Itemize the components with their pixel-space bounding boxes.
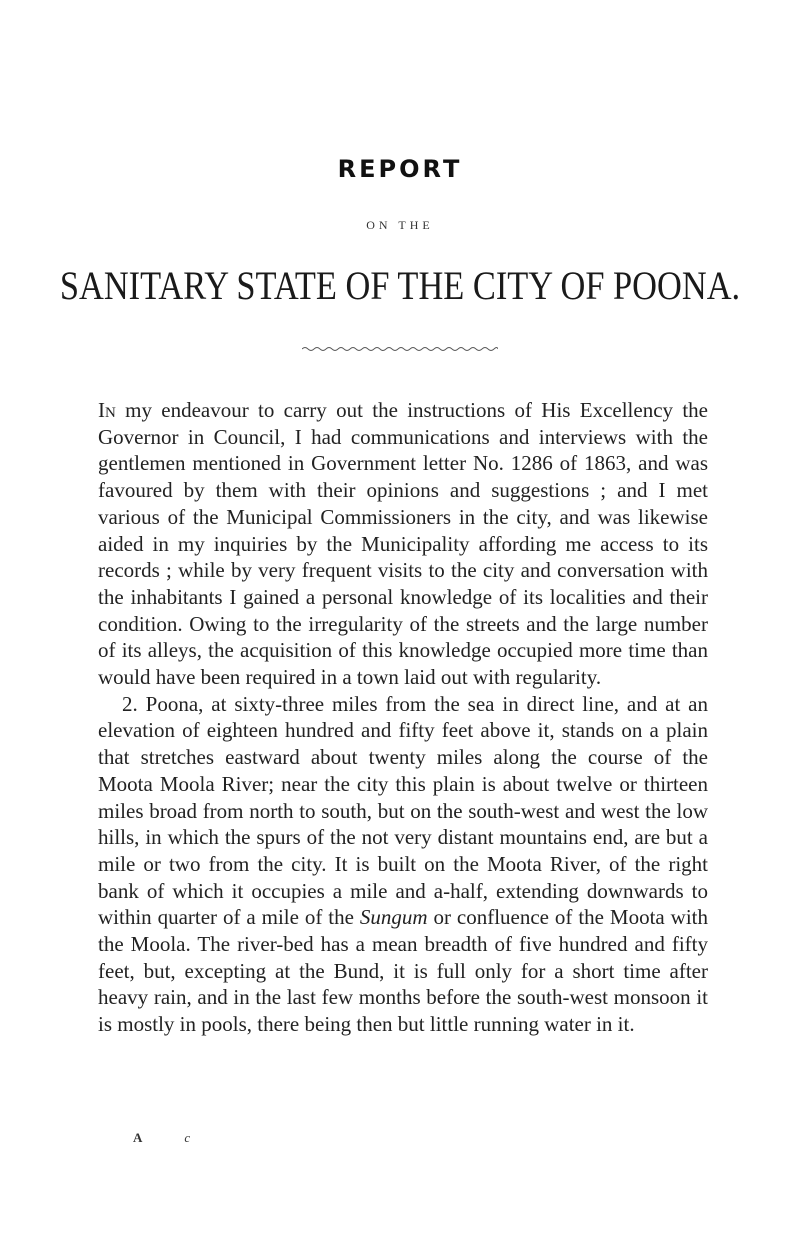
signature-letter-c: c — [184, 1130, 191, 1145]
paragraph-1-lead: In — [98, 398, 116, 422]
paragraph-2-text-a: 2. Poona, at sixty-three miles from the sea in direct line, and at an elevation of eighteen hundred and fifty feet above it, stands on a plain that stretches eastward about twenty miles along the course of the Moota Moola River; near the city this plain is about twelve or thirteen miles broad from north to south, but on the south-west and west the low hills, in which the spurs of the not very distant mountains end, are but a mile or two from the city. It is built on the Moota River, of the right bank of which it occupies a mile and a-half, extending downwards to within quarter of a mile of the — [98, 691, 708, 930]
decorative-wavy-rule — [302, 345, 498, 353]
body-text — [98, 397, 708, 1038]
paragraph-2-text-b: or confluence of the Moota with the Moola. The river-bed has a mean breadth of five hundred and fifty feet, but, excepting at the Bund, it is full only for a short time after heavy rain, and in the last few months before the south-west monsoon it is mostly in pools, there being then but little running water in it. — [98, 905, 708, 1037]
paragraph-1 — [98, 397, 708, 691]
paragraph-1-text: my endeavour to carry out the instructions of His Excellency the Governor in Council, I had communications and interviews with the gentlemen mentioned in Government letter No. 1286 of 1863, and was favoured by them with their opinions and suggestions ; and I met various of the Municipal Commissioners in the city, and was likewise aided in my inquiries by the Municipality affording me access to its records ; while by very frequent visits to the city and conversation with the inhabitants I gained a personal knowledge of its localities and their condition. Owing to the irregularity of the streets and the large number of its alleys, the acquisition of this knowledge occupied more time than would have been required in a town laid out with regularity. — [98, 398, 708, 690]
signature-mark — [133, 1130, 232, 1146]
paragraph-2-italic-term: Sungum — [359, 905, 428, 930]
on-the-subheading: ON THE — [366, 218, 434, 232]
paragraph-2 — [98, 691, 708, 1038]
signature-letter-a: A — [133, 1130, 143, 1145]
document-title: SANITARY STATE OF THE CITY OF POONA. — [59, 263, 741, 308]
report-heading: REPORT — [337, 155, 463, 183]
